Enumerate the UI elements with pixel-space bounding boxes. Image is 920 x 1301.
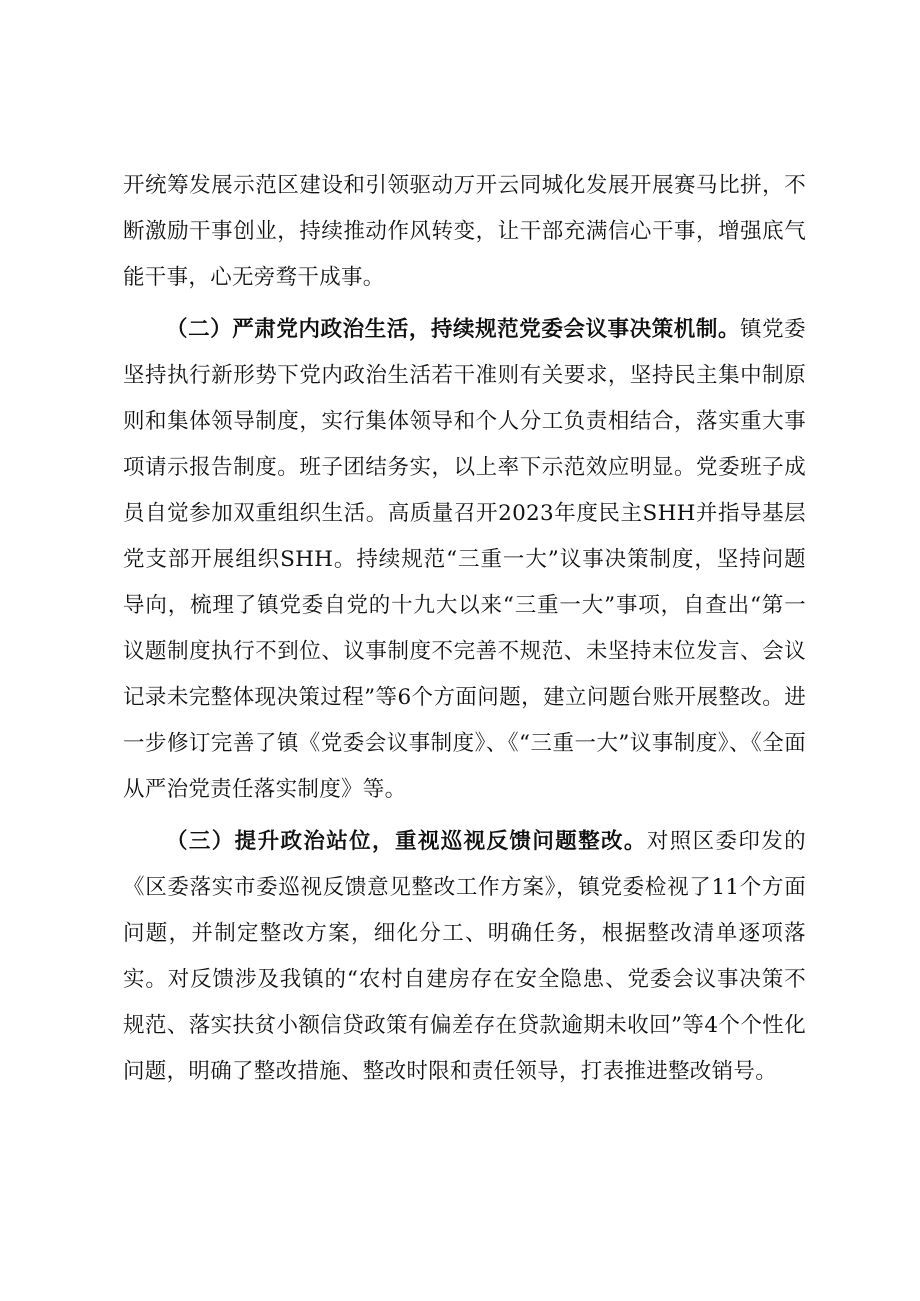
paragraph-1-text: 开统筹发展示范区建设和引领驱动万开云同城化发展开展赛马比拼，不断激励干事创业，持续推动作风转变，让干部充满信心干事，增强底气能干事，心无旁骛干成事。 xyxy=(123,173,806,290)
paragraph-3-lead: （三）提升政治站位，重视巡视反馈问题整改。 xyxy=(166,829,647,854)
paragraph-2-text: 镇党委坚持执行新形势下党内政治生活若干准则有关要求，坚持民主集中制原则和集体领导制度，实行集体领导和个人分工负责相结合，落实重大事项请示报告制度。班子团结务实，以上率下示范效应明显。党委班子成员自觉参加双重组织生活。高质量召开2023年度民主SHH并指导基层党支部开展组织SHH。持续规范“三重一大”议事决策制度，坚持问题导向，梳理了镇党委自党的十九大以来“三重一大”事项，自查出“第一议题制度执行不到位、议事制度不完善不规范、未坚持末位发言、会议记录未完整体现决策过程”等6个方面问题，建立问题台账开展整改。进一步修订完善了镇《党委会议事制度》、《“三重一大”议事制度》、《全面从严治党责任落实制度》等。 xyxy=(123,317,806,802)
paragraph-2-lead: （二）严肃党内政治生活，持续规范党委会议事决策机制。 xyxy=(166,317,741,342)
paragraph-3 xyxy=(123,819,806,1095)
paragraph-2 xyxy=(123,307,806,813)
paragraph-1 xyxy=(123,163,806,301)
paragraph-3-text: 对照区委印发的《区委落实市委巡视反馈意见整改工作方案》，镇党委检视了11个方面问题，并制定整改方案，细化分工、明确任务，根据整改清单逐项落实。对反馈涉及我镇的“农村自建房存在安全隐患、党委会议事决策不规范、落实扶贫小额信贷政策有偏差存在贷款逾期未收回”等4个个性化问题，明确了整改措施、整改时限和责任领导，打表推进整改销号。 xyxy=(123,829,806,1084)
document-page xyxy=(123,163,806,1095)
